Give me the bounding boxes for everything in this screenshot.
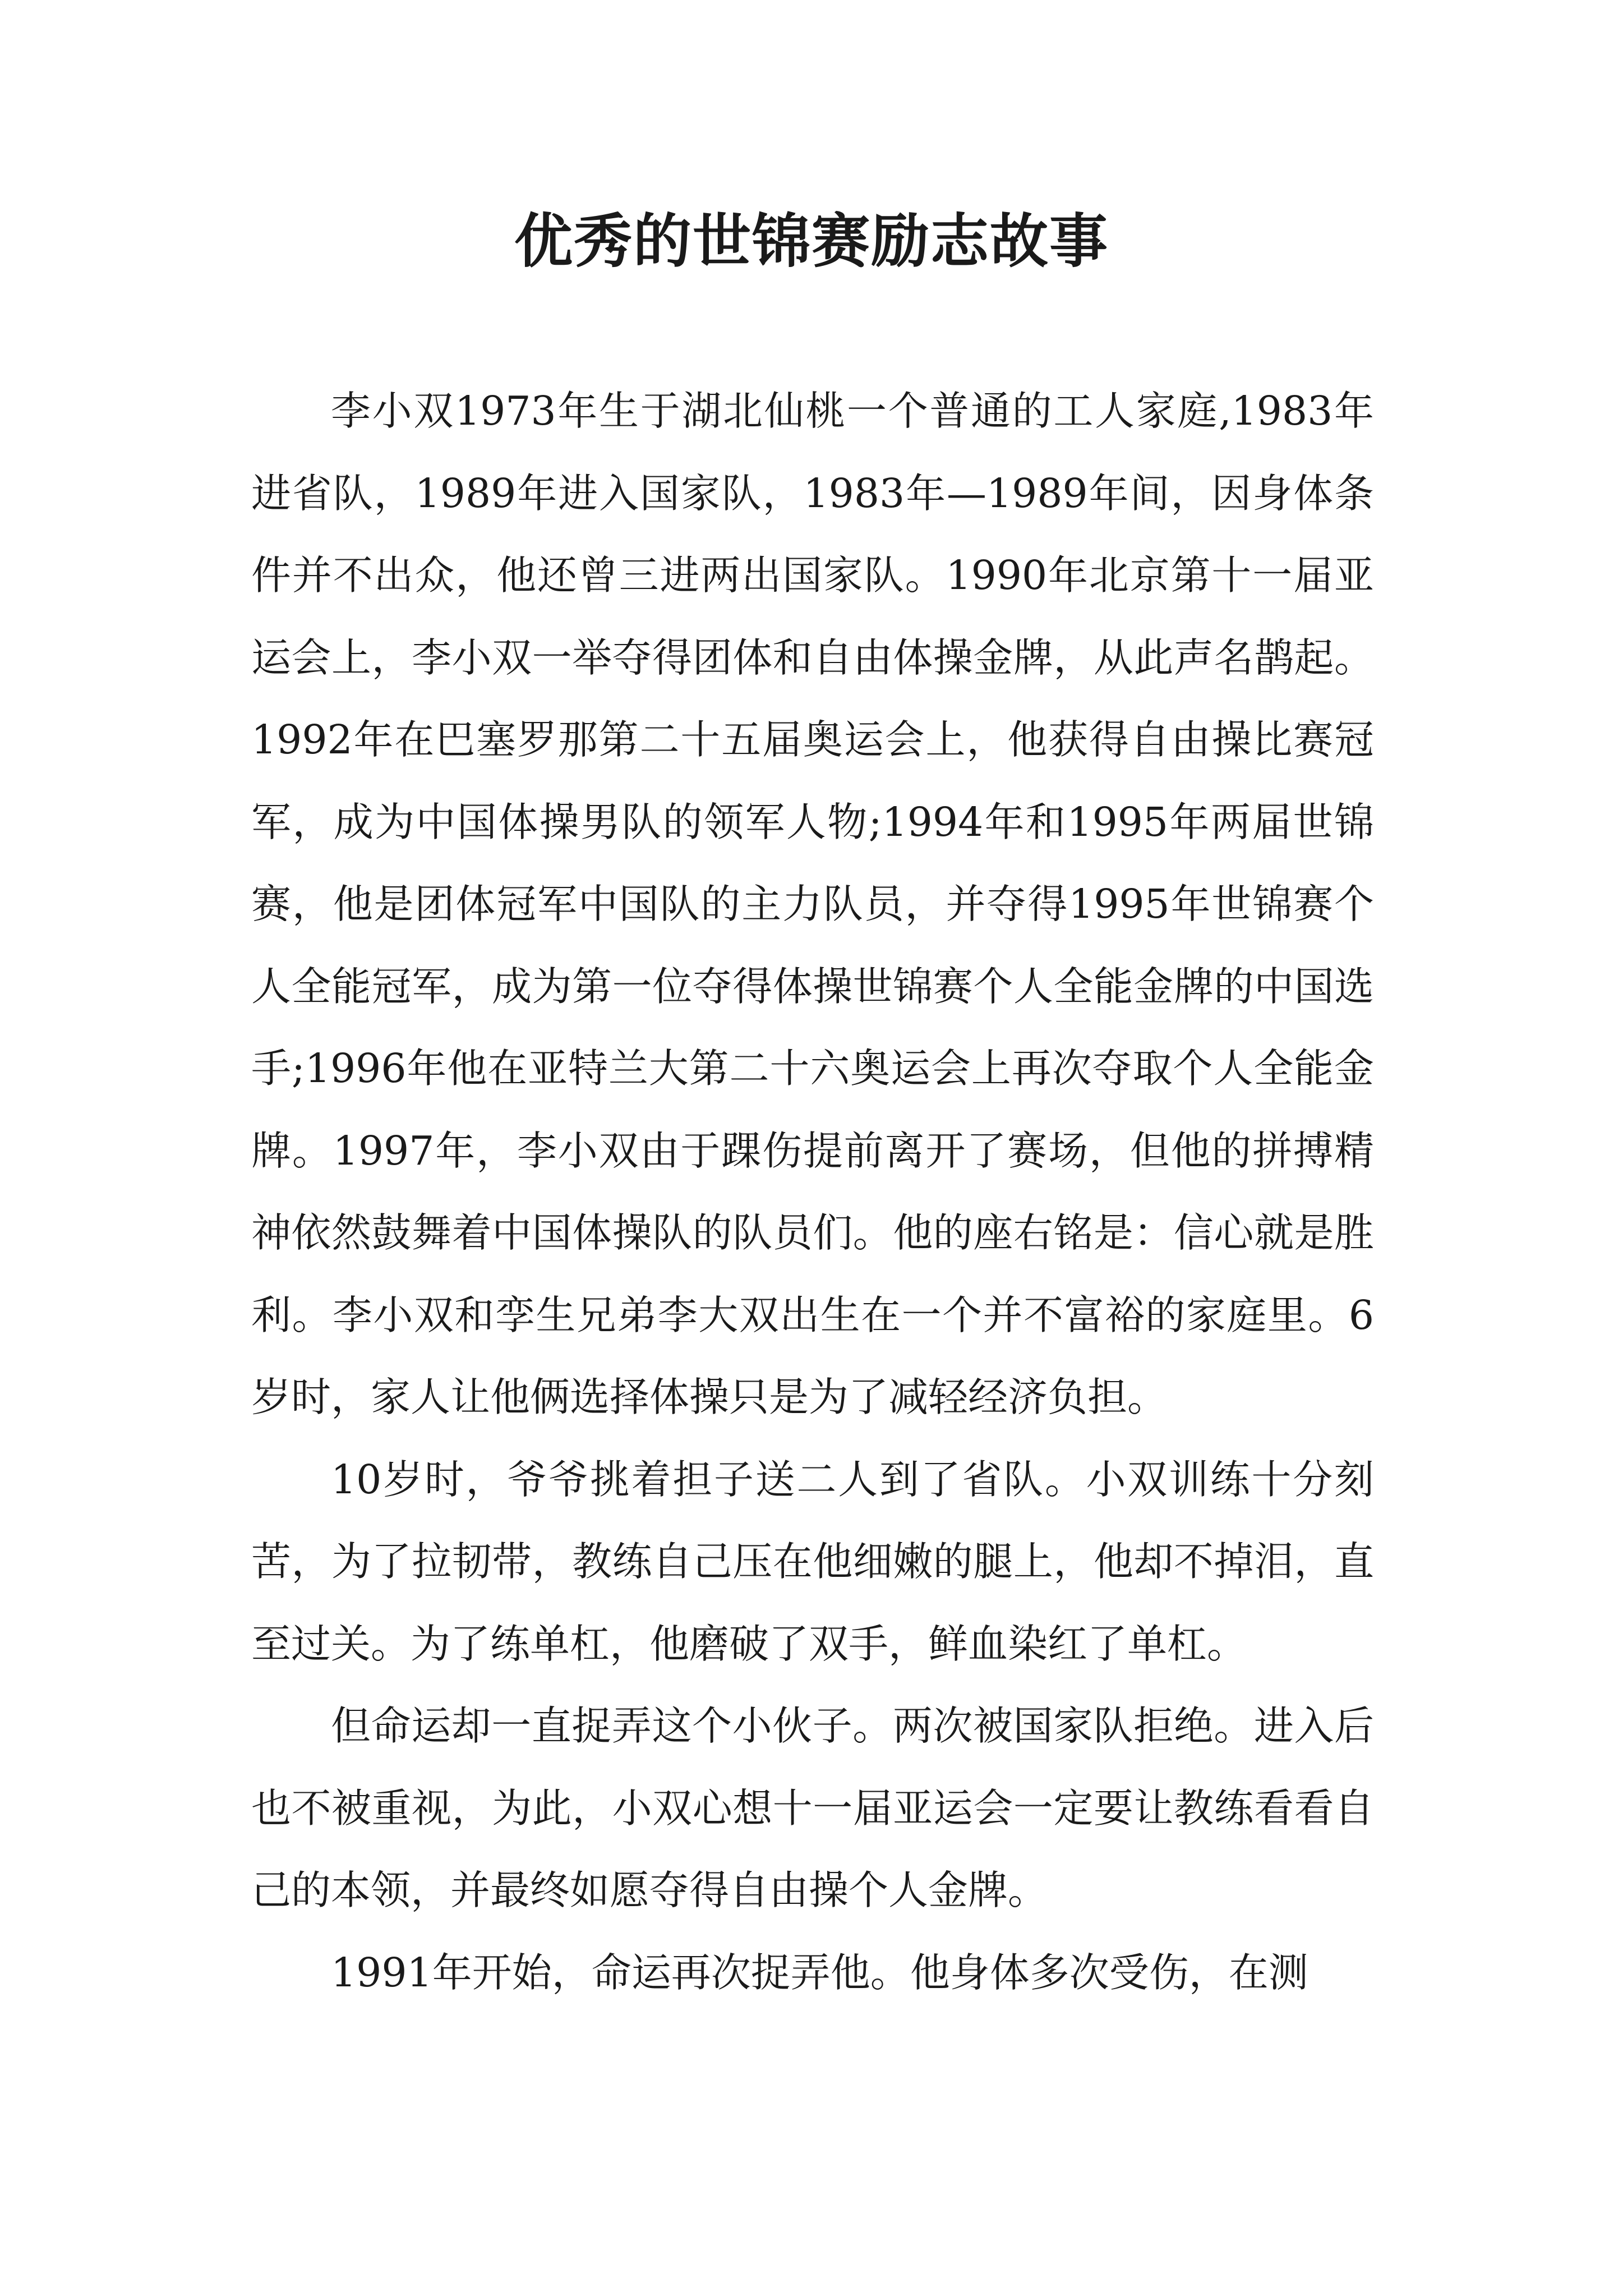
body-paragraph-4: 1991年开始，命运再次捉弄他。他身体多次受伤，在测: [331, 1949, 1308, 1996]
body-paragraph-3: 但命运却一直捉弄这个小伙子。两次被国家队拒绝。进入后也不被重视，为此，小双心想十一届亚运会一定要让教练看看自己的本领，并最终如愿夺得自由操个人金牌。: [251, 1703, 1374, 1913]
body-paragraph-1: 李小双1973年生于湖北仙桃一个普通的工人家庭,1983年进省队，1989年进入国家队，1983年—1989年间，因身体条件并不出众，他还曾三进两出国家队。1990年北京第十一届亚运会上，李小双一举夺得团体和自由体操金牌，从此声名鹊起。1992年在巴塞罗那第二十五届奥运会上，他获得自由操比赛冠军，成为中国体操男队的领军人物;1994年和1995年两届世锦赛，他是团体冠军中国队的主力队员，并夺得1995年世锦赛个人全能冠军，成为第一位夺得体操世锦赛个人全能金牌的中国选手;1996年他在亚特兰大第二十六奥运会上再次夺取个人全能金牌。1997年，李小双由于踝伤提前离开了赛场，但他的拼搏精神依然鼓舞着中国体操队的队员们。他的座右铭是：信心就是胜利。李小双和孪生兄弟李大双出生在一个并不富裕的家庭里。6岁时，家人让他俩选择体操只是为了减轻经济负担。: [251, 388, 1374, 1420]
document-title: 优秀的世锦赛励志故事: [514, 206, 1109, 275]
body-paragraph-2: 10岁时，爷爷挑着担子送二人到了省队。小双训练十分刻苦，为了拉韧带，教练自己压在他细嫩的腿上，他却不掉泪，直至过关。为了练单杠，他磨破了双手，鲜血染红了单杠。: [251, 1456, 1374, 1667]
document-body: [251, 370, 1374, 2014]
